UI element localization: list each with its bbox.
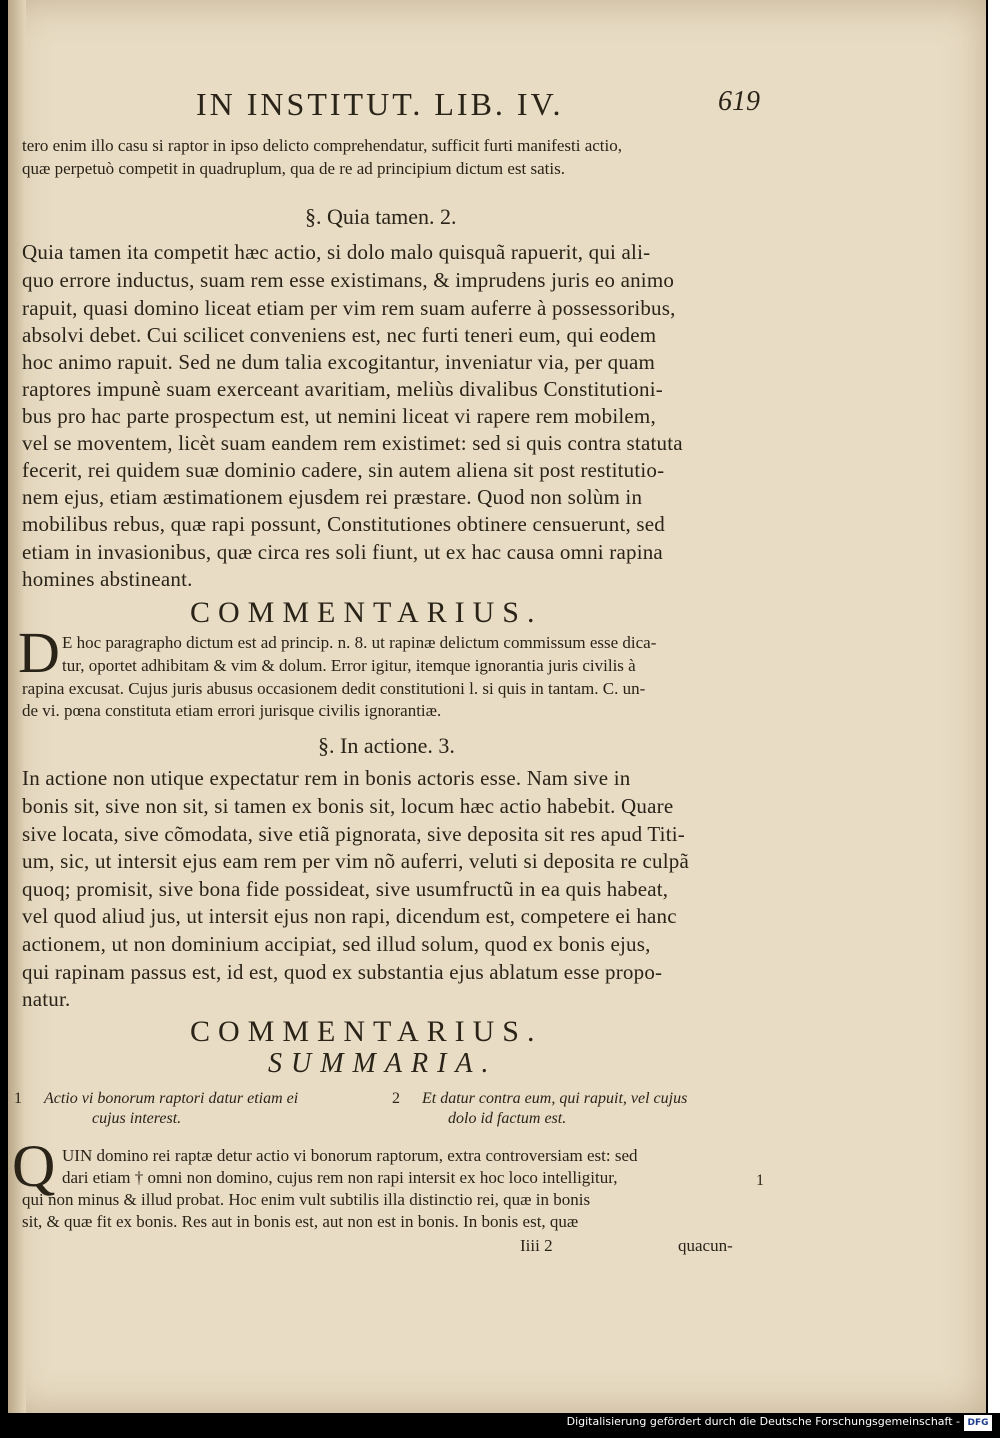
summary-text: cujus interest. (92, 1110, 182, 1127)
text-line: tur, oportet adhibitam & vim & dolum. Error igitur, itemque ignorantia juris civilis à (62, 656, 636, 675)
text-line: bus pro hac parte prospectum est, ut nemini liceat vi rapere rem mobilem, (22, 404, 656, 428)
text-line: absolvi debet. Cui scilicet conveniens est, nec furti teneri eum, qui eodem (22, 323, 657, 347)
page-number: 619 (718, 86, 760, 117)
text-line: de vi. pœna constituta etiam errori jurisque civilis ignorantiæ. (22, 701, 442, 720)
catchword: quacun- (678, 1236, 733, 1255)
summary-text: dolo id factum est. (448, 1110, 567, 1127)
summary-text: Actio vi bonorum raptori datur etiam ei (44, 1090, 299, 1107)
summary-number: 2 (392, 1090, 400, 1107)
text-line: dari etiam † omni non domino, cujus rem non rapi intersit ex hoc loco intelligitur, (62, 1168, 618, 1187)
text-line: vel se moventem, licèt suam eandem rem existimet: sed si quis contra statuta (22, 431, 683, 455)
text-line: vel quod aliud jus, ut intersit ejus non rapi, dicendum est, competere ei hanc (22, 904, 677, 928)
text-line: E hoc paragrapho dictum est ad princip. n. 8. ut rapinæ delictum commissum esse dica- (62, 633, 657, 652)
running-header: IN INSTITUT. LIB. IV. (196, 86, 564, 122)
dfg-logo-icon: DFG (964, 1415, 992, 1431)
text-line: Quia tamen ita competit hæc actio, si dolo malo quisquã rapuerit, qui ali- (22, 240, 651, 264)
text-line: bonis sit, sive non sit, si tamen ex bonis sit, locum hæc actio habebit. Quare (22, 794, 674, 818)
commentary-heading: COMMENTARIUS. (190, 596, 543, 629)
text-line: rapina excusat. Cujus juris abusus occasionem dedit constitutioni l. si quis in tantam. C. un- (22, 679, 646, 698)
text-line: hoc animo rapuit. Sed ne dum talia excogitantur, inveniatur via, per quam (22, 350, 656, 374)
text-line: sive locata, sive cõmodata, sive etiã pignorata, sive deposita sit res apud Titi- (22, 822, 685, 846)
text-line: sit, & quæ fit ex bonis. Res aut in bonis est, aut non est in bonis. In bonis est, quæ (22, 1212, 579, 1231)
text-line: fecerit, rei quidem suæ dominio cadere, sin autem aliena sit post restitutio- (22, 458, 665, 482)
text-line: homines abstineant. (22, 567, 193, 591)
footer-credit: Digitalisierung gefördert durch die Deutsche Forschungsgemeinschaft - (566, 1415, 960, 1428)
text-line: qui rapinam passus est, id est, quod ex substantia ejus ablatum esse propo- (22, 960, 663, 984)
summary-text: Et datur contra eum, qui rapuit, vel cujus (422, 1090, 688, 1107)
text-line: quæ perpetuò competit in quadruplum, qua de re ad principium dictum est satis. (22, 159, 565, 178)
signature-mark: Iiii 2 (520, 1236, 553, 1255)
section-heading: §. In actione. 3. (318, 733, 455, 758)
summary-number: 1 (14, 1090, 22, 1107)
text-line: qui non minus & illud probat. Hoc enim vult subtilis illa distinctio rei, quæ in bonis (22, 1190, 591, 1209)
text-line: rapuit, quasi domino liceat etiam per vim rem suam auferre à possessoribus, (22, 296, 676, 320)
text-line: actionem, ut non dominium accipiat, sed illud solum, quod ex bonis ejus, (22, 932, 651, 956)
scan-edge (988, 0, 1000, 1413)
drop-capital: D (18, 620, 60, 685)
text-line: etiam in invasionibus, quæ circa res soli fiunt, ut ex hac causa omni rapina (22, 540, 663, 564)
section-heading: §. Quia tamen. 2. (305, 204, 457, 229)
text-line: UIN domino rei raptæ detur actio vi bonorum raptorum, extra controversiam est: sed (62, 1146, 638, 1165)
text-line: mobilibus rebus, quæ rapi possunt, Constitutiones obtinere censuerunt, sed (22, 512, 665, 536)
text-line: raptores impunè suam exerceant avaritiam, meliùs divalibus Constitutioni- (22, 377, 663, 401)
commentary-heading: COMMENTARIUS. (190, 1015, 543, 1048)
drop-capital: Q (12, 1133, 56, 1199)
text-line: um, sic, ut intersit ejus eam rem per vim nõ auferri, veluti si deposita re culpã (22, 849, 690, 873)
text-line: tero enim illo casu si raptor in ipso delicto comprehendatur, sufficit furti manifesti actio, (22, 136, 622, 155)
text-line: natur. (22, 987, 71, 1011)
text-line: quo errore inductus, suam rem esse existimans, & imprudens juris eo animo (22, 268, 675, 292)
margin-note-number: 1 (756, 1172, 764, 1189)
text-line: In actione non utique expectatur rem in bonis actoris esse. Nam sive in (22, 766, 631, 790)
text-line: nem ejus, etiam æstimationem ejusdem rei præstare. Quod non solùm in (22, 485, 643, 509)
text-line: quoq; promisit, sive bona fide possideat, sive usumfructũ in ea quis habeat, (22, 877, 669, 901)
summaria-heading: SUMMARIA. (268, 1048, 498, 1079)
